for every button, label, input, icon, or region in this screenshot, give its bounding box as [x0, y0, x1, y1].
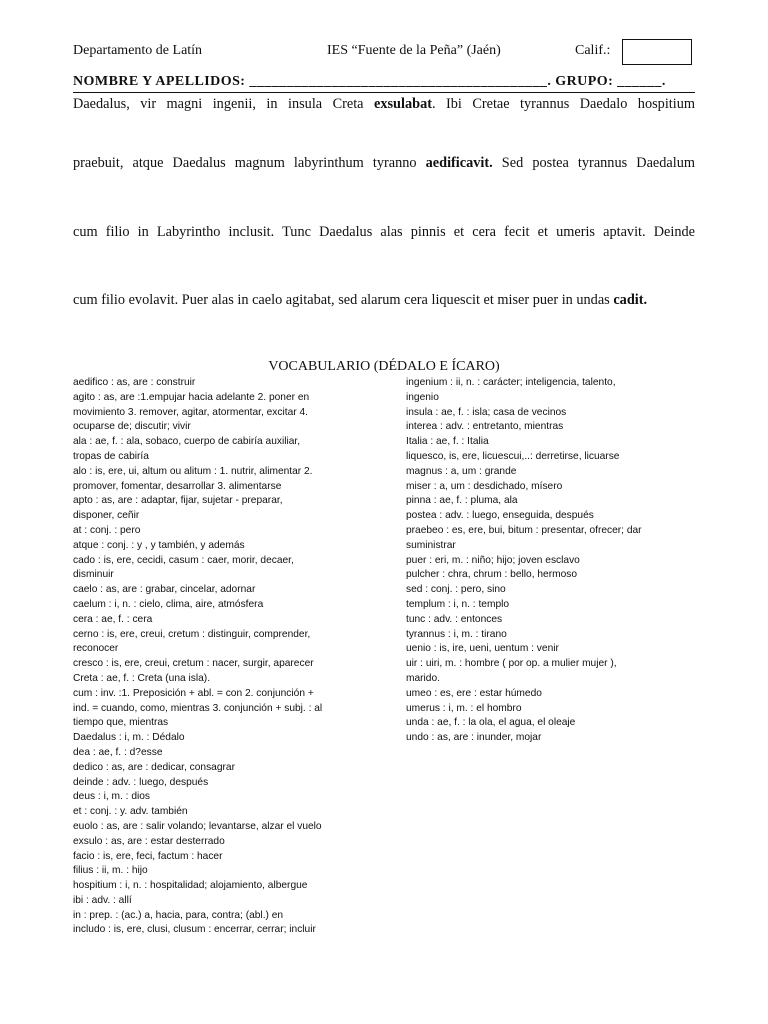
vocabulary-entry: alo : is, ere, ui, altum ou alitum : 1. nutrir, alimentar 2. — [73, 465, 313, 477]
vocabulary-entry: dedico : as, are : dedicar, consagrar — [73, 761, 235, 773]
vocabulary-entry: in : prep. : (ac.) a, hacia, para, contra; (abl.) en — [73, 909, 284, 921]
text-segment: Daedalus, vir magni ingenii, in insula Creta — [73, 96, 374, 112]
text-segment: cum filio evolavit. Puer alas in caelo agitabat, sed alarum cera liquescit et miser puer in undas — [73, 292, 614, 308]
vocabulary-entry: disponer, ceñir — [73, 510, 140, 522]
vocabulary-entry: praebeo : es, ere, bui, bitum : presentar, ofrecer; dar — [406, 524, 642, 536]
vocabulary-entry: dea : ae, f. : d?esse — [73, 746, 163, 758]
vocabulary-entry: umerus : i, m. : el hombro — [406, 702, 522, 714]
vocabulary-entry: hospitium : i, n. : hospitalidad; alojamiento, albergue — [73, 880, 308, 892]
vocabulary-entry: miser : a, um : desdichado, mísero — [406, 480, 563, 492]
vocabulary-entry: cresco : is, ere, creui, cretum : nacer, surgir, aparecer — [73, 658, 314, 670]
header-divider — [73, 92, 695, 93]
vocabulary-entry: atque : conj. : y , y también, y además — [73, 539, 245, 551]
vocabulary-entry: liquesco, is, ere, licuescui,..: derretirse, licuarse — [406, 450, 620, 462]
latin-text-line — [73, 292, 695, 309]
vocabulary-right-column — [406, 376, 706, 746]
vocabulary-entry: cum : inv. :1. Preposición + abl. = con 2. conjunción + — [73, 687, 314, 699]
grade-label: Calif.: — [575, 43, 611, 58]
vocabulary-entry: facio : is, ere, feci, factum : hacer — [73, 850, 223, 862]
vocabulary-entry: caelum : i, n. : cielo, clima, aire, atmósfera — [73, 598, 264, 610]
vocabulary-entry: tunc : adv. : entonces — [406, 613, 503, 625]
vocabulary-entry: apto : as, are : adaptar, fijar, sujetar - preparar, — [73, 495, 283, 507]
vocabulary-entry: ibi : adv. : allí — [73, 894, 132, 906]
vocabulary-entry: uenio : is, ire, ueni, uentum : venir — [406, 643, 559, 655]
school-label: IES “Fuente de la Peña” (Jaén) — [327, 43, 501, 58]
vocabulary-entry: umeo : es, ere : estar húmedo — [406, 687, 542, 699]
vocabulary-entry: disminuir — [73, 569, 114, 581]
vocabulary-entry: postea : adv. : luego, enseguida, después — [406, 510, 594, 522]
text-segment: praebuit, atque Daedalus magnum labyrinthum tyranno — [73, 155, 426, 171]
vocabulary-entry: sed : conj. : pero, sino — [406, 584, 506, 596]
vocabulary-entry: magnus : a, um : grande — [406, 465, 517, 477]
vocabulary-entry: templum : i, n. : templo — [406, 598, 510, 610]
vocabulary-entry: pinna : ae, f. : pluma, ala — [406, 495, 518, 507]
text-segment: cum filio in Labyrintho inclusit. Tunc Daedalus alas pinnis et cera fecit et umeris aptavit. Deinde — [73, 224, 695, 240]
vocabulary-entry: reconocer — [73, 643, 119, 655]
text-segment: . Ibi Cretae tyrannus Daedalo hospitium — [431, 96, 696, 112]
latin-text-line — [73, 224, 695, 241]
highlighted-verb: aedificavit. — [425, 155, 493, 171]
vocabulary-entry: ala : ae, f. : ala, sobaco, cuerpo de cabiría auxiliar, — [73, 436, 301, 448]
vocabulary-entry: aedifico : as, are : construir — [73, 377, 196, 388]
vocabulary-entry: ingenio — [406, 391, 439, 403]
vocabulary-entry: deus : i, m. : dios — [73, 791, 151, 803]
vocabulary-entry: et : conj. : y. adv. también — [73, 806, 188, 818]
vocabulary-entry: Creta : ae, f. : Creta (una isla). — [73, 672, 211, 684]
text-segment: Sed postea tyrannus Daedalum — [492, 155, 695, 171]
vocabulary-entry: Italia : ae, f. : Italia — [406, 436, 489, 448]
vocabulary-entry: ingenium : ii, n. : carácter; inteligencia, talento, — [406, 377, 616, 388]
vocabulary-entry: caelo : as, are : grabar, cincelar, adornar — [73, 584, 256, 596]
vocabulary-entry: includo : is, ere, clusi, clusum : encerrar, cerrar; incluir — [73, 924, 316, 936]
vocabulary-entry: ind. = cuando, como, mientras 3. conjunción + subj. : al — [73, 702, 323, 714]
student-name-line: NOMBRE Y APELLIDOS: ________________________________________. GRUPO: ______. — [73, 74, 666, 89]
vocabulary-entry: agito : as, are :1.empujar hacia adelante 2. poner en — [73, 391, 310, 403]
vocabulary-entry: promover, fomentar, desarrollar 3. alimentarse — [73, 480, 282, 492]
vocabulary-entry: tiempo que, mientras — [73, 717, 169, 729]
highlighted-verb: exsulabat — [373, 96, 432, 112]
vocabulary-entry: puer : eri, m. : niño; hijo; joven esclavo — [406, 554, 580, 566]
vocabulary-title: VOCABULARIO (DÉDALO E ÍCARO) — [268, 359, 500, 374]
vocabulary-entry: suministrar — [406, 539, 456, 551]
vocabulary-entry: ocuparse de; discutir; vivir — [73, 421, 191, 433]
highlighted-verb: cadit. — [613, 292, 648, 308]
vocabulary-entry: deinde : adv. : luego, después — [73, 776, 209, 788]
vocabulary-entry: insula : ae, f. : isla; casa de vecinos — [406, 406, 567, 418]
grade-box[interactable] — [622, 39, 692, 65]
vocabulary-entry: filius : ii, m. : hijo — [73, 865, 148, 877]
vocabulary-entry: interea : adv. : entretanto, mientras — [406, 421, 564, 433]
vocabulary-entry: euolo : as, are : salir volando; levantarse, alzar el vuelo — [73, 820, 322, 832]
vocabulary-entry: cera : ae, f. : cera — [73, 613, 153, 625]
latin-text-line — [73, 96, 695, 113]
department-label: Departamento de Latín — [73, 43, 203, 58]
vocabulary-entry: uir : uiri, m. : hombre ( por op. a mulier mujer ), — [406, 658, 617, 670]
vocabulary-entry: marido. — [406, 672, 440, 684]
vocabulary-entry: at : conj. : pero — [73, 524, 141, 536]
vocabulary-entry: undo : as, are : inunder, mojar — [406, 732, 542, 744]
vocabulary-entry: movimiento 3. remover, agitar, atormentar, excitar 4. — [73, 406, 308, 418]
vocabulary-entry: unda : ae, f. : la ola, el agua, el oleaje — [406, 717, 576, 729]
vocabulary-entry: exsulo : as, are : estar desterrado — [73, 835, 225, 847]
vocabulary-entry: tropas de cabiría — [73, 450, 149, 462]
vocabulary-entry: Daedalus : i, m. : Dédalo — [73, 732, 185, 744]
vocabulary-left-column — [73, 376, 373, 938]
vocabulary-entry: cado : is, ere, cecidi, casum : caer, morir, decaer, — [73, 554, 294, 566]
vocabulary-entry: cerno : is, ere, creui, cretum : distinguir, comprender, — [73, 628, 311, 640]
vocabulary-entry: tyrannus : i, m. : tirano — [406, 628, 507, 640]
vocabulary-entry: pulcher : chra, chrum : bello, hermoso — [406, 569, 577, 581]
latin-text-line — [73, 155, 695, 172]
